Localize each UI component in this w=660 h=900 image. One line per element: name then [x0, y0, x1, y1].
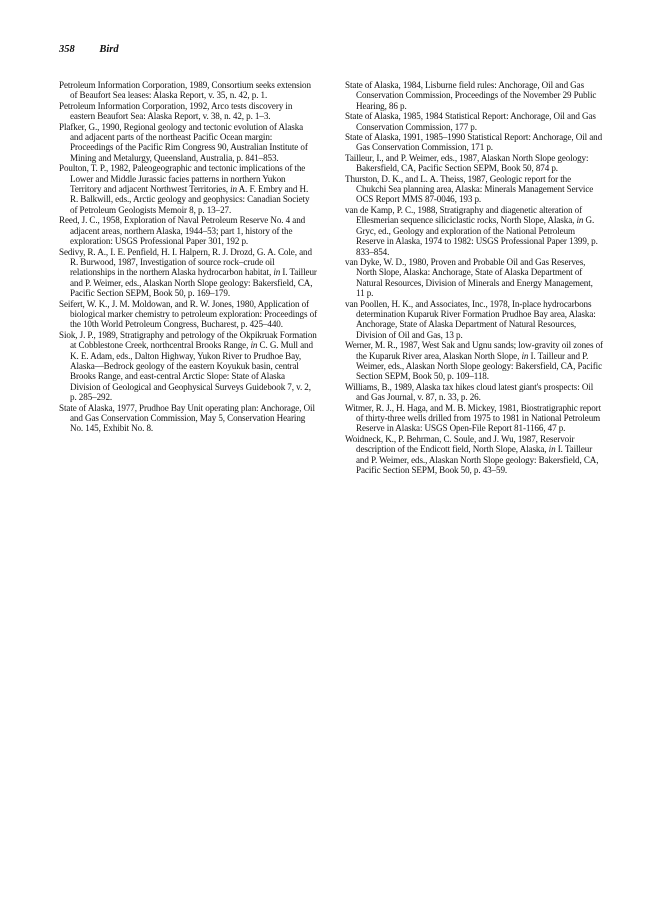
reference-text: Sedivy, R. A., I. E. Penfield, H. I. Halpern, R. J. Drozd, G. A. Cole, and R. Burwood, 1987, Investigation of source rock–crude oil relationships in the northern Alaska hydrocarbon habitat,: [59, 246, 312, 278]
reference-text: I. Tailleur and P. Weimer, eds., Alaskan North Slope geology: Bakersfield, CA, Pacific Section SEPM, Book 50, p. 169–179.: [70, 267, 317, 299]
reference-text: Williams, B., 1989, Alaska tax hikes cloud latest giant's prospects: Oil and Gas Journal, v. 87, n. 33, p. 26.: [345, 381, 594, 403]
reference-entry: [345, 153, 603, 174]
reference-text: Reed, J. C., 1958, Exploration of Naval Petroleum Reserve No. 4 and adjacent areas, northern Alaska, 1944–53; part 1, history of the exploration: USGS Professional Paper 301, 192 p.: [59, 215, 306, 247]
reference-entry: [59, 163, 317, 215]
references-left-column: [59, 80, 317, 434]
reference-text: Seifert, W. K., J. M. Moldowan, and R. W. Jones, 1980, Application of biological marker chemistry to petroleum exploration: Proceedings of the 10th World Petroleum Congress, Bucharest, p. 425–440.: [59, 298, 317, 330]
reference-entry: [345, 382, 603, 403]
reference-italic-text: in: [230, 184, 237, 195]
reference-entry: [345, 434, 603, 476]
reference-entry: [59, 247, 317, 299]
reference-entry: [345, 257, 603, 299]
reference-text: I. Tailleur and P. Weimer, eds., Alaskan North Slope geology: Bakersfield, CA, Pacific Section SEPM, Book 50, p. 43–59.: [356, 444, 599, 476]
running-header: [59, 44, 119, 55]
references-right-column: [345, 80, 603, 475]
reference-text: C. G. Mull and K. E. Adam, eds., Dalton Highway, Yukon River to Prudhoe Bay, Alaska—Bedrock geology of the eastern Koyukuk basin, central Brooks Range, and east-central Arctic Slope: State of Alaska Division of Geological and Geophysical Surveys Guidebook 7, v. 2, p. 285–292.: [70, 340, 313, 403]
reference-entry: [345, 205, 603, 257]
reference-text: van de Kamp, P. C., 1988, Stratigraphy and diagenetic alteration of Ellesmerian sequence siliciclastic rocks, North Slope, Alaska,: [345, 204, 583, 226]
reference-italic-text: in: [250, 340, 258, 351]
reference-text: Tailleur, I., and P. Weimer, eds., 1987, Alaskan North Slope geology: Bakersfield, CA, Pacific Section SEPM, Book 50, 874 p.: [345, 152, 589, 174]
reference-text: Siok, J. P., 1989, Stratigraphy and petrology of the Okpikruak Formation at Cobblestone Creek, northcentral Brooks Range,: [59, 329, 317, 351]
reference-entry: [345, 132, 603, 153]
reference-entry: [345, 80, 603, 111]
reference-entry: [59, 122, 317, 164]
reference-italic-text: in: [548, 444, 556, 455]
reference-entry: [345, 111, 603, 132]
reference-italic-text: in: [576, 215, 584, 226]
reference-entry: [59, 101, 317, 122]
reference-entry: [59, 215, 317, 246]
reference-text: State of Alaska, 1985, 1984 Statistical Report: Anchorage, Oil and Gas Conservation Commission, 177 p.: [345, 111, 596, 132]
reference-italic-text: in: [521, 350, 529, 361]
reference-text: Witmer, R. J., H. Haga, and M. B. Mickey, 1981, Biostratigraphic report of thirty-three wells drilled from 1975 to 1981 in National Petroleum Reserve in Alaska: USGS Open-File Report 81-1166, 47 p.: [345, 402, 602, 434]
reference-text: Plafker, G., 1990, Regional geology and tectonic evolution of Alaska and adjacent parts of the northeast Pacific Ocean margin: Proceedings of the Pacific Rim Congress 90, Australian Institute of Mining and Metalurgy, Queensland, Australia, p. 841–853.: [59, 121, 308, 163]
reference-entry: [59, 299, 317, 330]
reference-entry: [59, 403, 317, 434]
reference-text: I. Tailleur and P. Weimer, eds., Alaskan North Slope geology: Bakersfield, CA, Pacific Section SEPM, Book 50, p. 109–118.: [356, 350, 603, 382]
reference-entry: [59, 80, 317, 101]
reference-text: State of Alaska, 1977, Prudhoe Bay Unit operating plan: Anchorage, Oil and Gas Conservation Commission, May 5, Conservation Hearing No. 145, Exhibit No. 8.: [59, 402, 315, 434]
reference-text: G. Gryc, ed., Geology and exploration of the National Petroleum Reserve in Alaska, 1974 to 1982: USGS Professional Paper 1399, p. 833–854.: [356, 215, 598, 257]
reference-entry: [345, 340, 603, 382]
reference-text: Petroleum Information Corporation, 1989, Consortium seeks extension of Beaufort Sea leases: Alaska Report, v. 35, n. 42, p. 1.: [59, 80, 311, 101]
reference-text: van Poollen, H. K., and Associates, Inc., 1978, In-place hydrocarbons determination Kuparuk River Formation Prudhoe Bay area, Alaska: Anchorage, State of Alaska Department of Natural Resources, Division of Oil and Gas, 13 p.: [345, 298, 596, 340]
reference-text: State of Alaska, 1984, Lisburne field rules: Anchorage, Oil and Gas Conservation Commission, Proceedings of the November 29 Public Hearing, 86 p.: [345, 80, 597, 111]
reference-entry: [345, 174, 603, 205]
reference-text: State of Alaska, 1991, 1985–1990 Statistical Report: Anchorage, Oil and Gas Conservation Commission, 171 p.: [345, 132, 603, 153]
page-number: 358: [59, 44, 75, 55]
reference-text: Thurston, D. K., and L. A. Theiss, 1987, Geologic report for the Chukchi Sea planning area, Alaska: Minerals Management Service OCS Report MMS 87-0046, 193 p.: [345, 173, 594, 205]
reference-entry: [59, 330, 317, 403]
reference-italic-text: in: [273, 267, 281, 278]
reference-text: Woidneck, K., P. Behrman, C. Soule, and J. Wu, 1987, Reservoir description of the Endicott field, North Slope, Alaska,: [345, 433, 575, 455]
reference-text: Poulton, T. P., 1982, Paleogeographic and tectonic implications of the Lower and Middle Jurassic facies patterns in northern Yukon Territory and adjacent Northwest Territories,: [59, 163, 306, 195]
reference-text: Werner, M. R., 1987, West Sak and Ugnu sands; low-gravity oil zones of the Kuparuk River area, Alaskan North Slope,: [345, 340, 603, 361]
running-title: Bird: [99, 44, 119, 55]
reference-entry: [345, 299, 603, 341]
reference-text: van Dyke, W. D., 1980, Proven and Probable Oil and Gas Reserves, North Slope, Alaska: Anchorage, State of Alaska Department of Natural Resources, Division of Minerals and Energy Management, 11 p.: [345, 256, 593, 299]
reference-entry: [345, 403, 603, 434]
reference-text: A. F. Embry and H. R. Balkwill, eds., Arctic geology and geophysics: Canadian Society of Petroleum Geologists Memoir 8, p. 13–27.: [70, 184, 310, 215]
reference-text: Petroleum Information Corporation, 1992, Arco tests discovery in eastern Beaufort Sea: Alaska Report, v. 38, n. 42, p. 1–3.: [59, 100, 293, 122]
